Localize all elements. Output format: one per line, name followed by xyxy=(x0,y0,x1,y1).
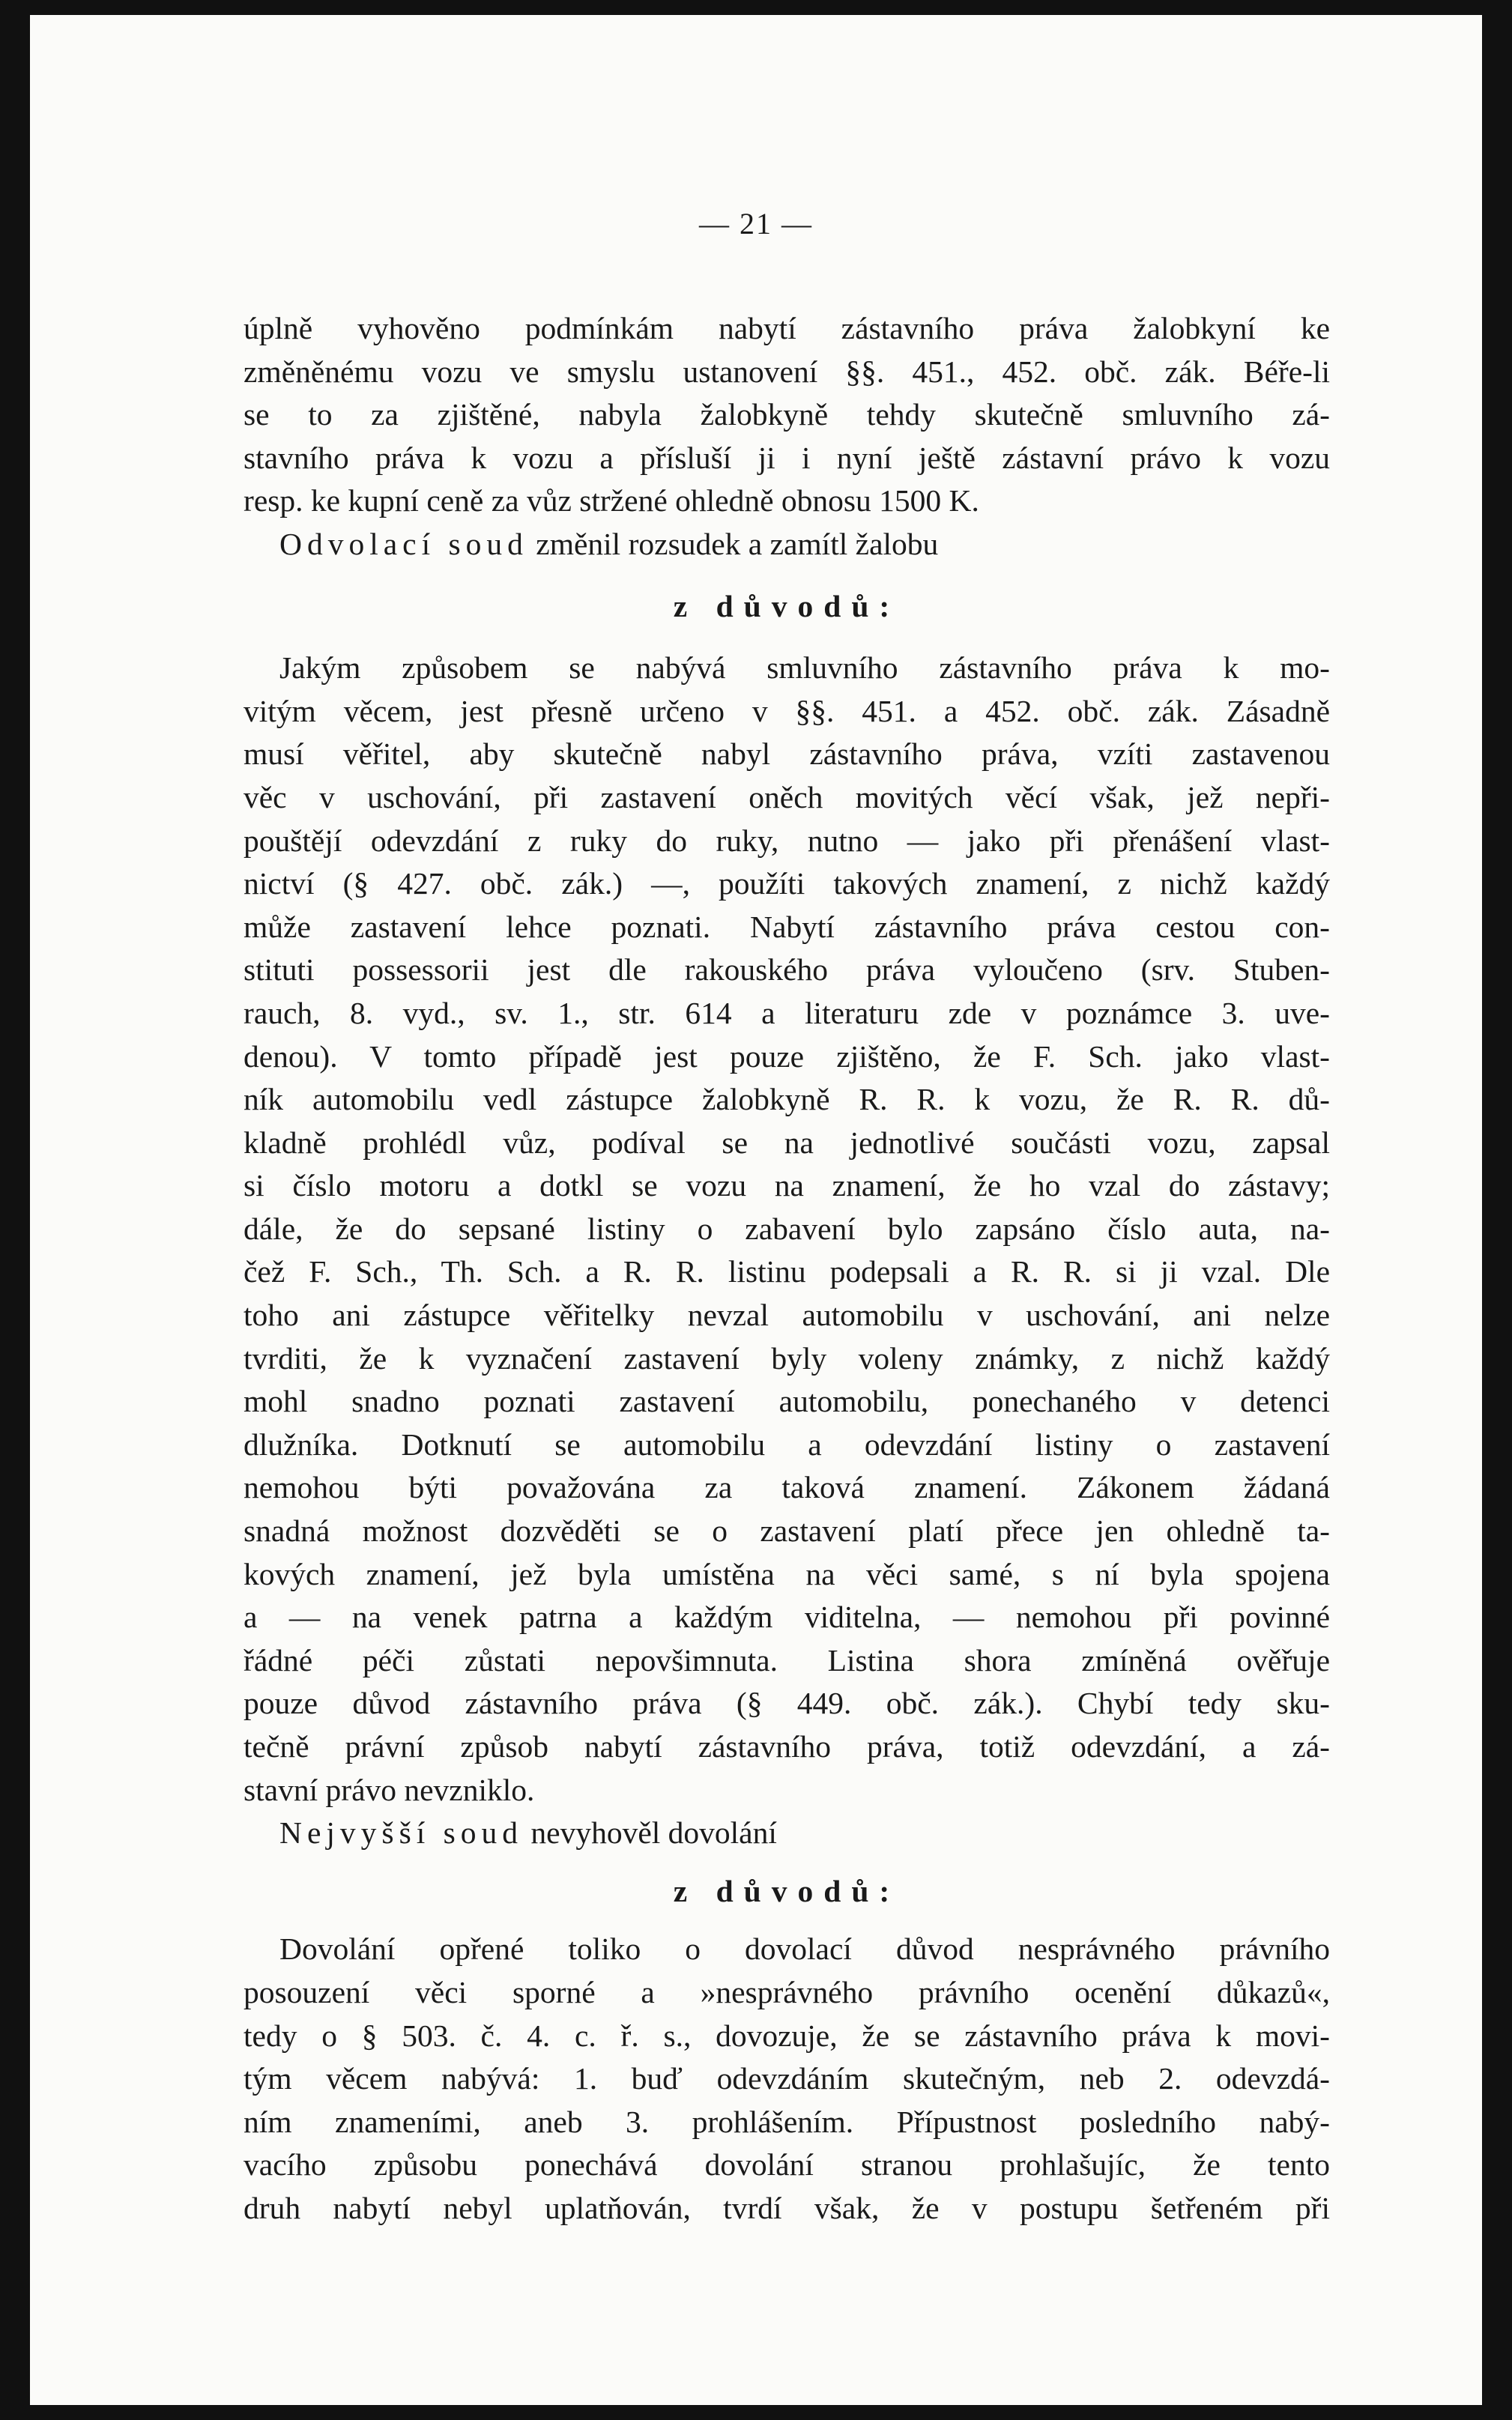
text-line: tvrditi, že k vyznačení zastavení byly voleny známky, z nichž každý xyxy=(244,1340,1330,1376)
text-line: tedy o § 503. č. 4. c. ř. s., dovozuje, že se zástavního práva k movi- xyxy=(244,2018,1330,2053)
text-line: toho ani zástupce věřitelky nevzal automobilu v uschování, ani nelze xyxy=(244,1298,1330,1333)
text-line: nictví (§ 427. obč. zák.) —, použíti takových znamení, z nichž každý xyxy=(244,866,1330,901)
text-line: resp. ke kupní ceně za vůz stržené ohledně obnosu 1500 K. xyxy=(244,483,979,518)
text-line: stituti possessorii jest dle rakouského práva vyloučeno (srv. Stuben- xyxy=(244,952,1330,987)
document-page xyxy=(30,15,1482,2405)
text-line: pouštějí odevzdání z ruky do ruky, nutno — jako při přenášení vlast- xyxy=(244,823,1330,858)
court-name: Odvolací soud xyxy=(279,526,528,561)
text-line: vacího způsobu ponechává dovolání stranou prohlašujíc, že tento xyxy=(244,2147,1330,2182)
text-line: ním znameními, aneb 3. prohlášením. Přípustnost posledního nabý- xyxy=(244,2104,1330,2139)
text-line xyxy=(244,523,1330,566)
verdict-text: změnil rozsudek a zamítl žalobu xyxy=(536,526,939,561)
paragraph-appeal-court xyxy=(244,523,1330,566)
paragraph-continuation xyxy=(244,307,1330,523)
text-line: rauch, 8. vyd., sv. 1., str. 614 a literaturu zde v poznámce 3. uve- xyxy=(244,995,1330,1030)
text-line: dlužníka. Dotknutí se automobilu a odevzdání listiny o zastavení xyxy=(244,1427,1330,1462)
text-line: věc v uschování, při zastavení oněch movitých věcí však, jež nepři- xyxy=(244,779,1330,814)
section-heading: z důvodů: xyxy=(673,1873,901,1908)
text-line: úplně vyhověno podmínkám nabytí zástavního práva žalobkyní ke xyxy=(244,311,1330,345)
text-line: stavního práva k vozu a přísluší ji i nyní ještě zástavní právo k vozu xyxy=(244,440,1330,475)
text-line xyxy=(244,1812,1330,1855)
text-line: se to za zjištěné, nabyla žalobkyně tehdy skutečně smluvního zá- xyxy=(244,397,1330,432)
text-line: druh nabytí nebyl uplatňován, tvrdí však, že v postupu šetřeném při xyxy=(244,2190,1330,2225)
text-line: změněnému vozu ve smyslu ustanovení §§. 451., 452. obč. zák. Béře-li xyxy=(244,354,1330,389)
text-line: kladně prohlédl vůz, podíval se na jednotlivé součásti vozu, zapsal xyxy=(244,1125,1330,1160)
text-line: kových znamení, jež byla umístěna na věci samé, s ní byla spojena xyxy=(244,1556,1330,1591)
section-heading: z důvodů: xyxy=(673,588,901,623)
text-line: denou). V tomto případě jest pouze zjištěno, že F. Sch. jako vlast- xyxy=(244,1038,1330,1074)
text-line: Jakým způsobem se nabývá smluvního zástavního práva k mo- xyxy=(279,650,1330,686)
text-line: tečně právní způsob nabytí zástavního práva, totiž odevzdání, a zá- xyxy=(244,1729,1330,1764)
text-line: ník automobilu vedl zástupce žalobkyně R. R. k vozu, že R. R. dů- xyxy=(244,1082,1330,1117)
text-line: pouze důvod zástavního práva (§ 449. obč. zák.). Chybí tedy sku- xyxy=(244,1686,1330,1721)
verdict-text: nevyhověl dovolání xyxy=(530,1815,777,1851)
text-line: si číslo motoru a dotkl se vozu na znamení, že ho vzal do zástavy; xyxy=(244,1168,1330,1203)
text-line: čež F. Sch., Th. Sch. a R. R. listinu podepsali a R. R. si ji vzal. Dle xyxy=(244,1254,1330,1289)
text-line: tým věcem nabývá: 1. buď odevzdáním skutečným, neb 2. odevzdá- xyxy=(244,2061,1330,2096)
text-line: řádné péči zůstati nepovšimnuta. Listina shora zmíněná ověřuje xyxy=(244,1642,1330,1678)
text-line: vitým věcem, jest přesně určeno v §§. 451. a 452. obč. zák. Zásadně xyxy=(244,693,1330,728)
paragraph-supreme-court xyxy=(244,1812,1330,1855)
paragraph-reasons xyxy=(244,647,1330,1812)
text-line: stavní právo nevzniklo. xyxy=(244,1772,535,1807)
text-line: Dovolání opřené toliko o dovolací důvod nesprávného právního xyxy=(279,1932,1330,1967)
text-line: dále, že do sepsané listiny o zabavení bylo zapsáno číslo auta, na- xyxy=(244,1211,1330,1246)
text-line: mohl snadno poznati zastavení automobilu, ponechaného v detenci xyxy=(244,1384,1330,1419)
paragraph-reasons-supreme xyxy=(244,1928,1330,2230)
court-name: Nejvyšší soud xyxy=(279,1815,524,1851)
body-text xyxy=(244,307,1330,2230)
text-line: může zastavení lehce poznati. Nabytí zástavního práva cestou con- xyxy=(244,909,1330,944)
text-line: posouzení věci sporné a »nesprávného právního ocenění důkazů«, xyxy=(244,1974,1330,2009)
text-line: nemohou býti považována za taková znamení. Zákonem žádaná xyxy=(244,1470,1330,1505)
text-line: musí věřitel, aby skutečně nabyl zástavního práva, vzíti zastavenou xyxy=(244,736,1330,772)
page-number: — 21 — xyxy=(699,207,813,241)
text-line: a — na venek patrna a každým viditelna, — nemohou při povinné xyxy=(244,1600,1330,1635)
text-line: snadná možnost dozvěděti se o zastavení platí přece jen ohledně ta- xyxy=(244,1513,1330,1549)
